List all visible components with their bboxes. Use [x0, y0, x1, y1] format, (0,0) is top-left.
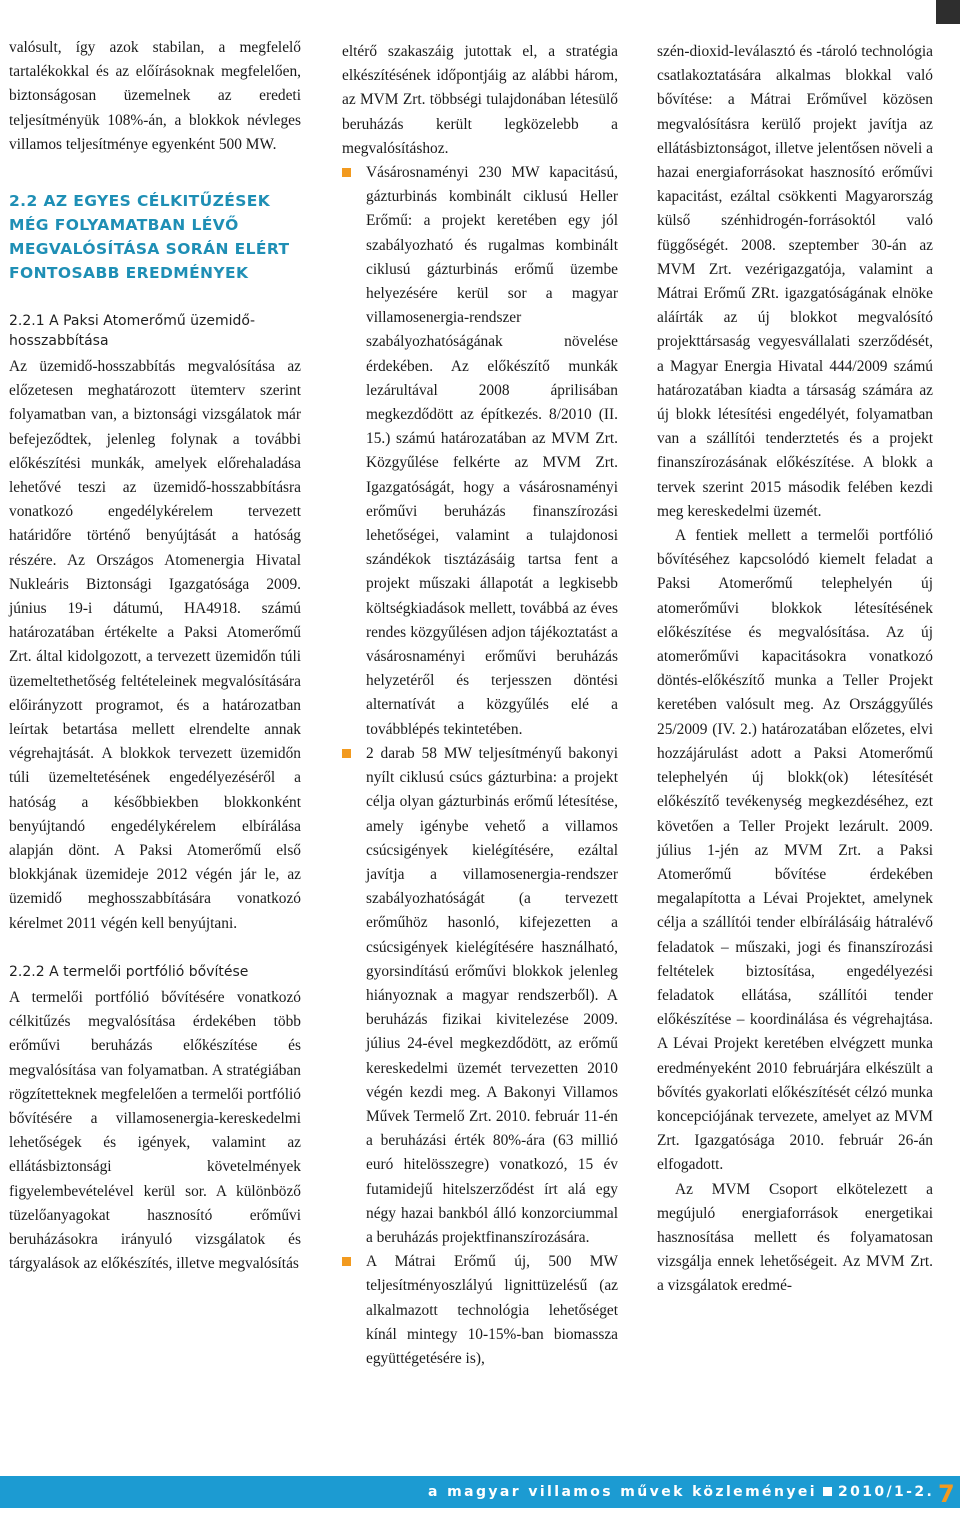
paragraph: A fentiek mellett a termelői portfólió bővítéséhez kapcsolódó kiemelt feladat a Paksi Atomerőmű telephelyén új atomerőművi blokkok létesítésének előkészítése és megvalósítása. Az új atomerőművi kapacitásokra vonatkozó döntés-előkészítő munka a Teller Projekt keretében valósult meg. Az Országgyűlés 25/2009 (IV. 2.) határozatában előzetes, elvi hozzájárulást adott a Paksi Atomerőmű telephelyén új blokk(ok) létesítését előkészítő tevékenység megkezdéséhez, ezt követően a Teller Projekt lezárult. 2009. július 1-jén az MVM Zrt. a Paksi Atomerőmű bővítése érdekében megalapította a Lévai Projektet, amelynek célja a szállítói tender elbírálásáig hátralévő feladatok – műszaki, jogi és finanszírozási feltételek biztosítása, engedélyezési feladatok ellátása, szállítói tender előkészítése – koordinálása és végrehajtása. A Lévai Projekt keretében elvégzett munka eredményeként 2010 februárjára elkészült a bővítés gyakorlati előkészítését célzó munka koncepciójának tervezete, amelyet az MVM Zrt. Igazgatósága 2010. február 26-án elfogadott. — [657, 527, 933, 1174]
paragraph: Az MVM Csoport elkötelezett a megújuló energiaforrások energetikai hasznosítása mellett és folyamatosan vizsgálja ennek lehetőségeit. Az MVM Zrt. a vizsgálatok eredmé- — [657, 1180, 933, 1295]
list-item: Vásárosnaményi 230 MW kapacitású, gázturbinás kombinált ciklusú Heller Erőmű: a projekt keretében egy jól szabályozható és rugalmas kombinált ciklusú gázturbinás erőmű üzembe helyezésére kerül sor a magyar villamosenergia-rendszer szabályozhatóságának növelése érdekében. Az előkészítő munkák lezárultával 2008 áprilisában megkezdődött az építkezés. 8/2010 (II. 15.) számú határozatában az MVM Zrt. Közgyűlése felkérte az MVM Zrt. Igazgatóságát, hogy a vásárosnaményi erőművi beruházás finanszírozási lehetőségei, valamint a tulajdonosi szándékok tisztázásáig tartsa fent a projekt műszaki állapotát a legkisebb költségkiadások mellett, továbbá az éves rendes közgyűlésen adjon tájékoztatást a vásárosnaményi erőművi beruházás helyzetéről és terjesszen döntési alternatívát a közgyűlés elé a továbblépés tekintetében. — [342, 161, 618, 742]
subsection-heading-2-2-1: 2.2.1 A Paksi Atomerőmű üzemidő-hosszabbítása — [9, 313, 256, 350]
paragraph: szén-dioxid-leválasztó és -tároló technológia csatlakoztatására alkalmas blokkal való bővítése: a Mátrai Erőművel közösen megvalósításra kerülő projekt javítja az ellátásbiztonságot, illetve jelentősen növeli a hazai energiaforrásokat hasznosító erőművi kapacitást, ezáltal csökkenti Magyarország külső szénhidrogén-forrásoktól való függőségét. 2008. szeptember 30-án az MVM Zrt. vezérigazgatója, valamint a Mátrai Erőmű ZRt. igazgatóságának elnöke aláírták az új blokkot megvalósító projekttársaság vegyesvállalati szerződését, a Magyar Energia Hivatal 444/2009 számú határozatában kiadta a társaság számára az új blokk létesítési engedélyét, folyamatban van a szállítói tenderztetés és a projekt finanszírozásának előkészítése. A blokk a tervek szerint 2015 második felében kezdi meg kereskedelmi üzemét. — [657, 43, 933, 520]
orange-square-bullet-icon — [342, 168, 351, 177]
subsection-heading-2-2-2: 2.2.2 A termelői portfólió bővítése — [9, 963, 249, 980]
page-number: 7 — [938, 1480, 955, 1508]
column-2 — [342, 40, 618, 1371]
square-separator-icon — [823, 1487, 832, 1496]
footer-title — [428, 1484, 934, 1500]
paragraph: valósult, így azok stabilan, a megfelelő tartalékokkal és az előírásoknak megfelelően, biztonságosan üzemelnek az eredeti teljesítményük 108%-án, a blokkok névleges villamos teljesítménye egyenként 500 MW. — [9, 39, 301, 153]
paragraph: eltérő szakaszáig jutottak el, a stratégia elkészítésének időpontjáig az alábbi három, az MVM Zrt. többségi tulajdonában létesülő beruházás került legközelebb a megvalósításhoz. — [342, 43, 618, 157]
corner-mark — [936, 0, 960, 24]
project-list — [342, 161, 618, 1371]
column-3 — [657, 40, 933, 1299]
column-1 — [9, 36, 301, 1276]
journal-title: a magyar villamos művek közleményei — [428, 1484, 817, 1500]
issue-number: 2010/1-2. — [837, 1484, 935, 1500]
list-item: A Mátrai Erőmű új, 500 MW teljesítményoszlályú lignittüzelésű (az alkalmazott technológia lehetőséget kínál mintegy 10-15%-ban biomassza együttégetésére is), — [342, 1250, 618, 1371]
paragraph: Az üzemidő-hosszabbítás megvalósítása az előzetesen meghatározott ütemterv szerint folyamatban van, a biztonsági vizsgálatok már befejeződtek, jelenleg folynak a további előkészítési munkák, amelyek előrehaladása lehetővé teszi az üzemidő-hosszabbításra vonatkozó engedélykérelem tervezett határidőre történő benyújtását a hatóság részére. Az Országos Atomenergia Hivatal Nukleáris Biztonsági Igazgatósága 2009. június 19-i dátumú, HA4918. számú határozatában értékelte a Paksi Atomerőmű Zrt. által kidolgozott, a tervezett üzemidőn túli üzemeltethetőség feltételeinek megvalósítására előirányzott programot, és a határozatban leírtak betartása mellett elrendelte annak végrehajtását. A blokkok tervezett üzemidőn túli üzemeltetésének engedélyezéséről a hatóság a későbbiekben blokkonként benyújtandó engedélykérelem elbírálása alapján dönt. A Paksi Atomerőmű első blokkjának üzemideje 2012 végén jár le, az üzemidő meghosszabbítására vonatkozó kérelmet 2011 végén kell benyújtani. — [9, 358, 301, 932]
orange-square-bullet-icon — [342, 1257, 351, 1266]
section-heading-2-2: 2.2 AZ EGYES CÉLKITŰZÉSEK MÉG FOLYAMATBAN LÉVŐ MEGVALÓSÍTÁSA SORÁN ELÉRT FONTOSABB EREDMÉNYEK — [9, 192, 290, 283]
orange-square-bullet-icon — [342, 749, 351, 758]
paragraph: A termelői portfólió bővítésére vonatkozó célkitűzés megvalósítása érdekében több erőművi beruházás előkészítése és megvalósítása van folyamatban. A stratégiában rögzítetteknek megfelelően a termelői portfólió bővítésére a villamosenergia-kereskedelmi lehetőségek és igények, valamint az ellátásbiztonsági követelmények figyelembevételével kerül sor. A különböző tüzelőanyagokat hasznosító erőművi beruházásokra irányuló vizsgálatok és tárgyalások az előkészítés, illetve megvalósítás — [9, 988, 301, 1273]
list-item: 2 darab 58 MW teljesítményű bakonyi nyílt ciklusú csúcs gázturbina: a projekt célja olyan gázturbinás erőmű létesítése, amely igénybe vehető a villamos csúcsigények kielégítésére, ezáltal javítja a villamosenergia-rendszer szabályozhatóságát (a tervezett erőműhöz hasonló, kifejezetten a csúcsigények kielégítésére használható, gyorsindítású erőművi blokkok jelenleg hiányoznak a magyar rendszerből). A beruházás fizikai kivitelezése 2009. július 24-ével megkezdődött, az erőmű kereskedelmi üzemét tervezetten 2010 végén kezdi meg. A Bakonyi Villamos Művek Termelő Zrt. 2010. február 11-én a beruházási érték 80%-ára (63 millió euró hitelösszegre) vonatkozó, 15 év futamidejű hitelszerződést írt alá egy négy hazai bankból álló konzorciummal a beruházás projektfinanszírozására. — [342, 742, 618, 1250]
